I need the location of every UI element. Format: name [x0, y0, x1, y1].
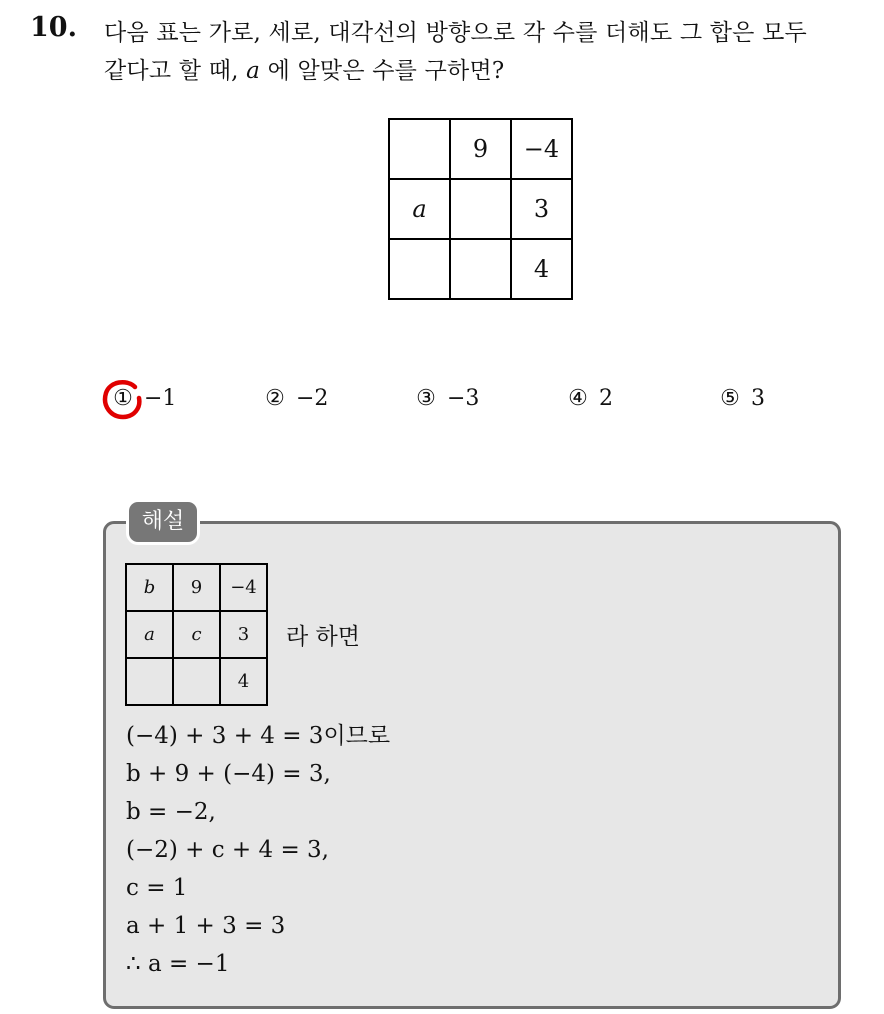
choice-value: 3	[751, 386, 765, 411]
grid-cell: c	[173, 611, 220, 658]
grid-cell	[173, 658, 220, 705]
grid-cell: −4	[511, 119, 572, 179]
question-line-2: 같다고 할 때, a 에 알맞은 수를 구하면?	[104, 58, 505, 84]
solution-step: ∴ a = −1	[126, 951, 230, 977]
solution-step: c = 1	[126, 875, 188, 901]
grid-cell: 4	[220, 658, 267, 705]
grid-cell: 9	[173, 564, 220, 611]
choice-3[interactable]	[413, 386, 479, 411]
grid-cell: b	[126, 564, 173, 611]
grid-cell: 9	[450, 119, 511, 179]
grid-cell: 4	[511, 239, 572, 299]
choice-marker: ④	[568, 386, 588, 411]
solution-step: (−2) + c + 4 = 3,	[126, 837, 329, 863]
choice-2[interactable]	[262, 386, 328, 411]
question-line-1: 다음 표는 가로, 세로, 대각선의 방향으로 각 수를 더해도 그 합은 모두	[104, 20, 807, 46]
grid-cell: 3	[511, 179, 572, 239]
question-text	[104, 14, 874, 90]
grid-cell: a	[389, 179, 450, 239]
grid-cell: −4	[220, 564, 267, 611]
choice-marker: ②	[265, 386, 285, 411]
choice-value: −3	[447, 386, 480, 411]
choice-5[interactable]	[717, 386, 765, 411]
choice-marker: ⑤	[720, 386, 740, 411]
grid-cell	[450, 179, 511, 239]
magic-square	[388, 118, 573, 300]
grid-cell	[126, 658, 173, 705]
solution-step: a + 1 + 3 = 3	[126, 913, 286, 939]
choice-value: −1	[144, 386, 177, 411]
grid-cell	[450, 239, 511, 299]
choice-value: −2	[296, 386, 329, 411]
solution-step: (−4) + 3 + 4 = 3이므로	[126, 723, 391, 749]
answer-choices	[110, 386, 830, 420]
choice-value: 2	[599, 386, 613, 411]
solution-step: b + 9 + (−4) = 3,	[126, 761, 331, 787]
choice-marker: ③	[416, 386, 436, 411]
solution-square	[125, 563, 268, 706]
choice-1[interactable]	[110, 386, 176, 411]
variable-a: a	[246, 58, 261, 84]
solution-step: b = −2,	[126, 799, 216, 825]
grid-cell	[389, 239, 450, 299]
question-number: 10.	[30, 12, 77, 43]
choice-4[interactable]	[565, 386, 613, 411]
solution-steps	[126, 717, 390, 983]
grid-cell: 3	[220, 611, 267, 658]
choice-marker: ①	[113, 386, 133, 411]
solution-grid-suffix: 라 하면	[286, 624, 360, 650]
grid-cell: a	[126, 611, 173, 658]
grid-cell	[389, 119, 450, 179]
solution-label: 해설	[129, 502, 197, 542]
